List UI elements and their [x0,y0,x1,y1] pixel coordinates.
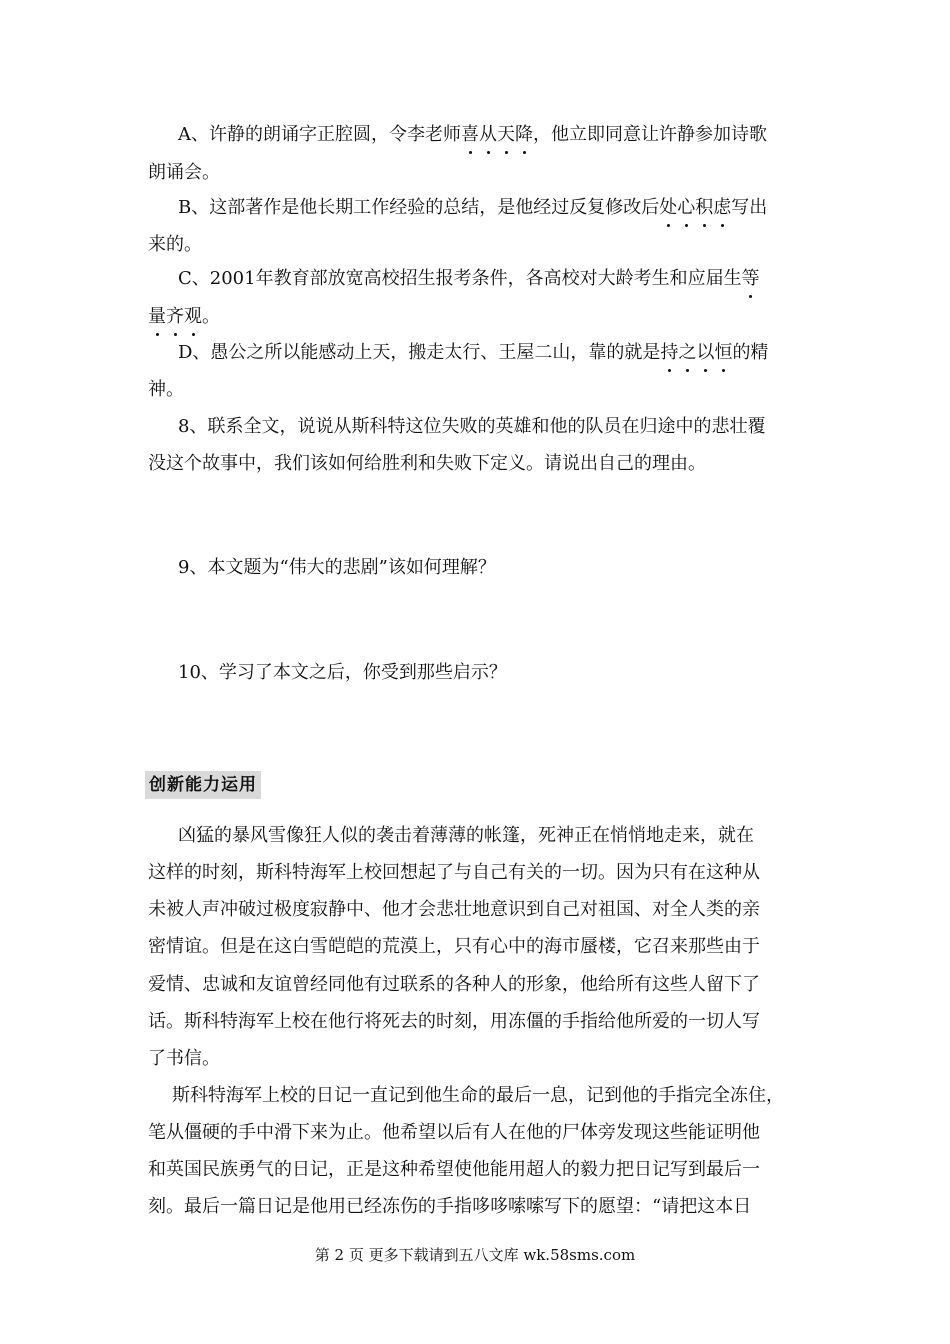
emphasis-char: 虑 [713,195,731,221]
emphasis-char: 降 [515,122,533,148]
paragraph-1-line: 了书信。 [148,1048,220,1069]
option-d-line-2: 神。 [148,379,184,400]
emphasis-char: 从 [479,122,497,148]
emphasis-char: 以 [696,340,714,366]
paragraph-1-line: 密情谊。但是在这白雪皑皑的荒漠上，只有心中的海市蜃楼，它召来那些由于 [148,936,760,957]
emphasis-char: 观 [184,304,202,330]
question-9: 9、本文题为“伟大的悲剧”该如何理解？ [178,557,496,578]
emphasis-char: 量 [148,304,166,330]
paragraph-1-line: 凶猛的暴风雪像狂人似的袭击着薄薄的帐篷，死神正在悄悄地走来，就在 [178,825,754,846]
option-c-line-1: C、2001年教育部放宽高校招生报考条件，各高校对大龄考生和应届生等 [178,266,760,292]
question-8-line-1: 8、联系全文，说说从斯科特这位失败的英雄和他的队员在归途中的悲壮覆 [178,416,766,437]
emphasis-char: 处 [659,195,677,221]
emphasis-char: 持 [660,340,678,366]
option-b-line-2: 来的。 [148,234,202,255]
page-footer: 第 2 页 更多下载请到五八文库 wk.58sms.com [314,1246,636,1264]
paragraph-2-line: 斯科特海军上校的日记一直记到他生命的最后一息，记到他的手指完全冻住， [172,1085,784,1106]
paragraph-2-line: 刻。最后一篇日记是他用已经冻伤的手指哆哆嗦嗦写下的愿望：“请把这本日 [148,1196,752,1217]
emphasis-char: 心 [677,195,695,221]
emphasis-char: 喜 [461,122,479,148]
paragraph-1-line: 这样的时刻，斯科特海军上校回想起了与自己有关的一切。因为只有在这种从 [148,862,760,883]
emphasis-char: 之 [678,340,696,366]
emphasis-char: 等 [742,266,760,292]
paragraph-1-line: 话。斯科特海军上校在他行将死去的时刻，用冻僵的手指给他所爱的一切人写 [148,1011,760,1032]
option-a-line-2: 朗诵会。 [148,162,220,183]
section-title: 创新能力运用 [145,771,261,799]
emphasis-char: 恒 [714,340,732,366]
paragraph-2-line: 和英国民族勇气的日记，正是这种希望使他能用超人的毅力把日记写到最后一 [148,1159,760,1180]
paragraph-1-line: 爱情、忠诚和友谊曾经同他有过联系的各种人的形象，他给所有这些人留下了 [148,974,760,995]
emphasis-char: 齐 [166,304,184,330]
option-c-line-2: 量齐观。 [148,304,220,330]
emphasis-char: 积 [695,195,713,221]
option-b-line-1: B、这部著作是他长期工作经验的总结，是他经过反复修改后处心积虑写出 [178,195,767,221]
paragraph-2-line: 笔从僵硬的手中滑下来为止。他希望以后有人在他的尸体旁发现这些能证明他 [148,1122,760,1143]
question-10: 10、学习了本文之后，你受到那些启示？ [178,662,507,683]
option-a-line-1: A、许静的朗诵字正腔圆，令李老师喜从天降，他立即同意让许静参加诗歌 [178,122,767,148]
paragraph-1-line: 未被人声冲破过极度寂静中、他才会悲壮地意识到自己对祖国、对全人类的亲 [148,899,760,920]
question-8-line-2: 没这个故事中，我们该如何给胜利和失败下定义。请说出自己的理由。 [148,453,706,474]
option-d-line-1: D、愚公之所以能感动上天，搬走太行、王屋二山，靠的就是持之以恒的精 [178,340,768,366]
emphasis-char: 天 [497,122,515,148]
